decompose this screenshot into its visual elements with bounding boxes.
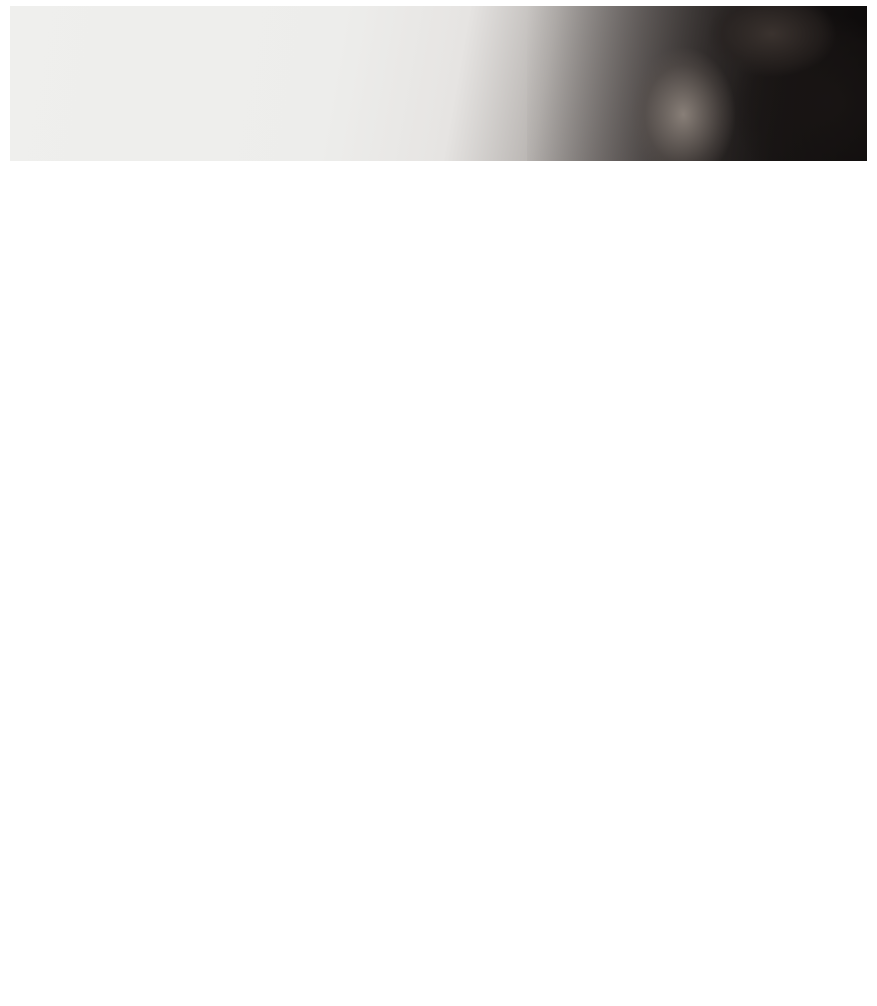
size-chart-page [0, 6, 877, 1006]
banner-photo [527, 6, 867, 161]
store-banner [10, 6, 867, 161]
